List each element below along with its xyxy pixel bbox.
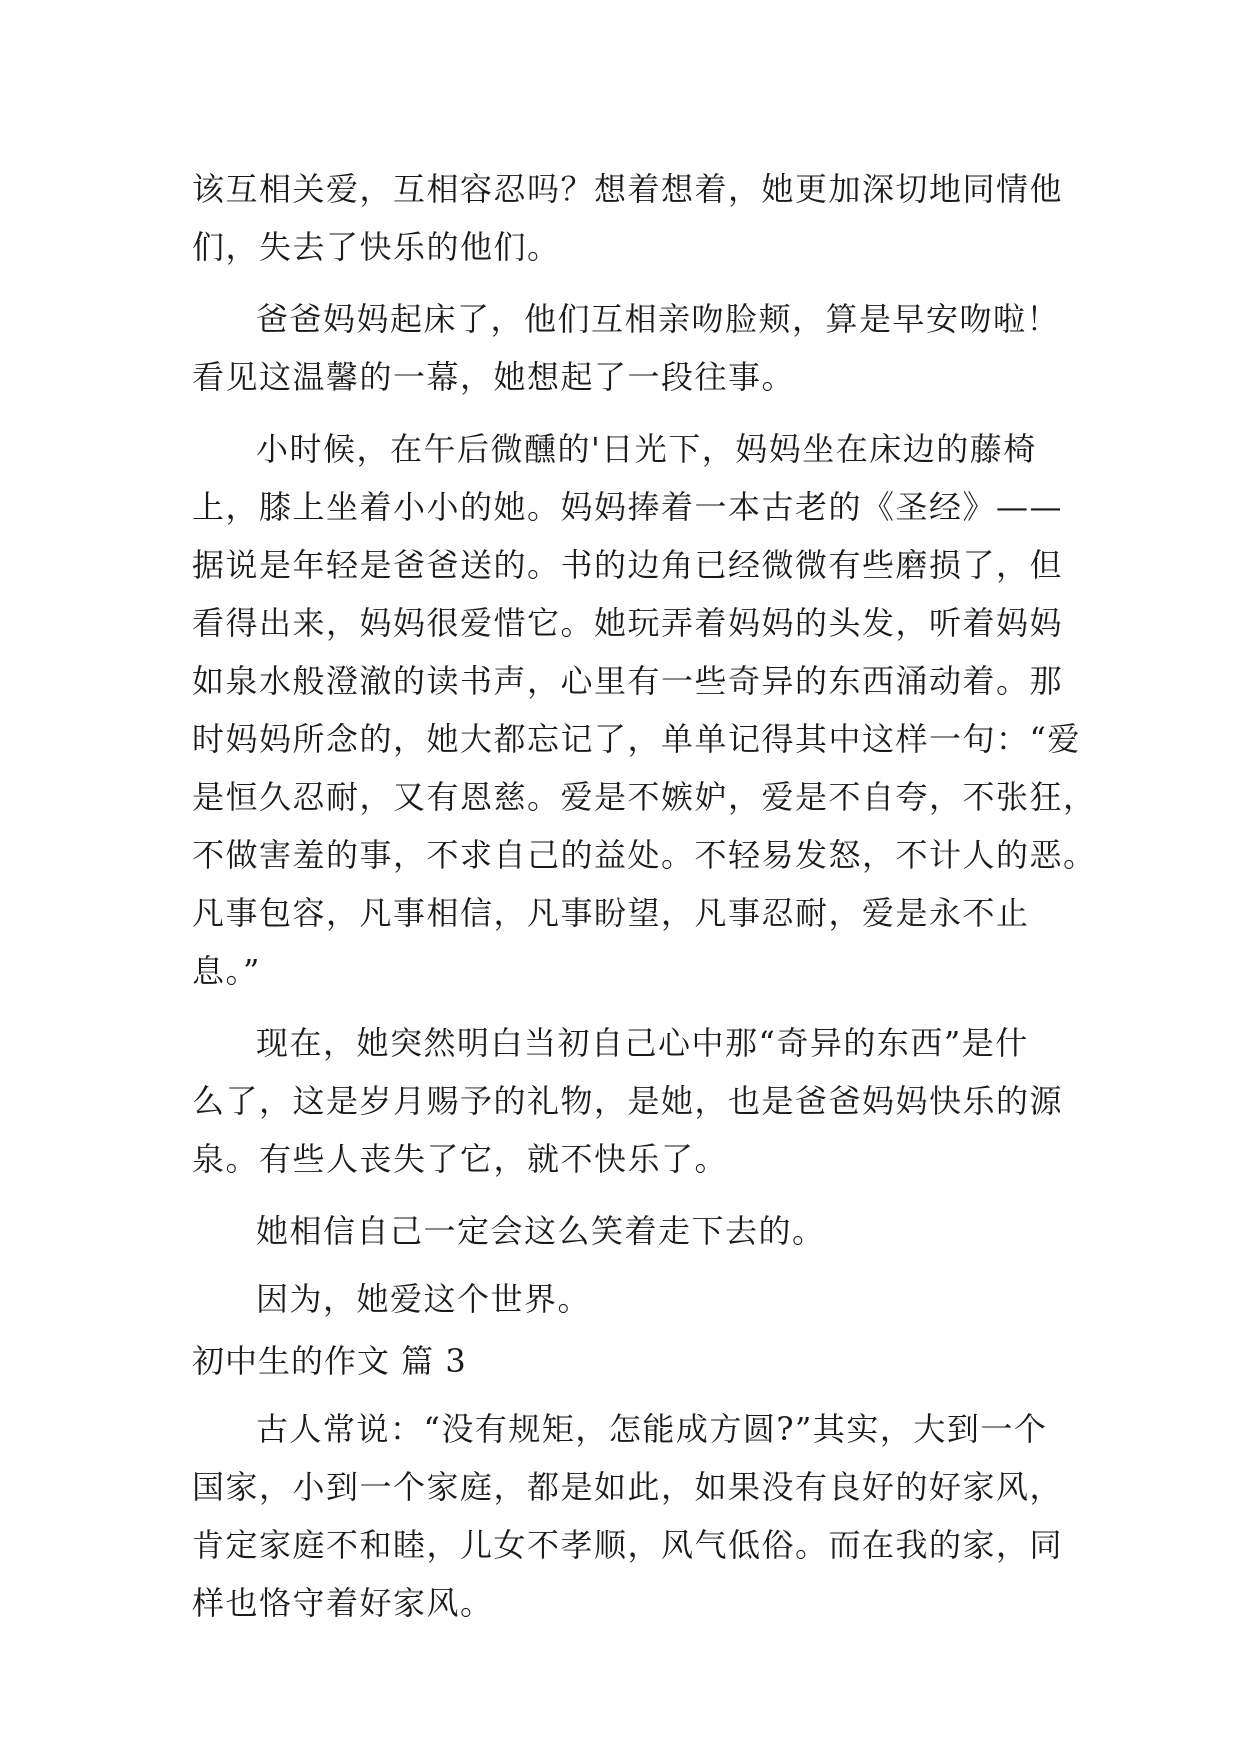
text-line: 看得出来，妈妈很爱惜它。她玩弄着妈妈的头发，听着妈妈 [192,604,1064,642]
paragraph [192,1400,1064,1632]
text-line: 据说是年轻是爸爸送的。书的边角已经微微有些磨损了，但 [192,546,1064,584]
text-line: 么了，这是岁月赐予的礼物，是她，也是爸爸妈妈快乐的源 [192,1082,1064,1120]
section-heading: 初中生的作文 篇 3 [192,1342,467,1380]
text-line: 现在，她突然明白当初自己心中那“奇异的东西”是什 [256,1024,1029,1062]
text-line: 时妈妈所念的，她大都忘记了，单单记得其中这样一句：“爱 [192,720,1081,758]
paragraph [192,290,1061,406]
text-line: 们，失去了快乐的他们。 [192,228,561,266]
text-line: 古人常说：“没有规矩，怎能成方圆?”其实，大到一个 [256,1410,1048,1448]
text-line: 如泉水般澄澈的读书声，心里有一些奇异的东西涌动着。那 [192,662,1064,700]
text-line: 该互相关爱，互相容忍吗？想着想着，她更加深切地同情他 [192,170,1064,208]
text-line: 泉。有些人丧失了它，就不快乐了。 [192,1140,729,1178]
text-line: 看见这温馨的一幕，她想起了一段往事。 [192,358,796,396]
paragraph [192,160,1064,276]
paragraph [192,420,1097,1000]
text-line: 息。” [192,952,261,990]
paragraph [192,1202,1052,1260]
text-line: 她相信自己一定会这么笑着走下去的。 [256,1212,826,1250]
text-line: 不做害羞的事，不求自己的益处。不轻易发怒，不计人的恶。 [192,836,1097,874]
text-line: 因为，她爱这个世界。 [256,1280,592,1318]
document-page [192,160,1097,1632]
text-line: 爸爸妈妈起床了，他们互相亲吻脸颊，算是早安吻啦！ [256,300,1061,338]
paragraph [192,1014,1064,1188]
text-line: 肯定家庭不和睦，儿女不孝顺，风气低俗。而在我的家，同 [192,1526,1064,1564]
paragraph [192,1270,1052,1328]
text-line: 上，膝上坐着小小的她。妈妈捧着一本古老的《圣经》—— [192,488,1064,526]
text-line: 凡事包容，凡事相信，凡事盼望，凡事忍耐，爱是永不止 [192,894,1030,932]
text-line: 样也恪守着好家风。 [192,1584,494,1622]
text-line: 是恒久忍耐，又有恩慈。爱是不嫉妒，爱是不自夸，不张狂， [192,778,1097,816]
text-line: 国家，小到一个家庭，都是如此，如果没有良好的好家风， [192,1468,1064,1506]
text-line: 小时候，在午后微醺的'日光下，妈妈坐在床边的藤椅 [256,430,1037,468]
